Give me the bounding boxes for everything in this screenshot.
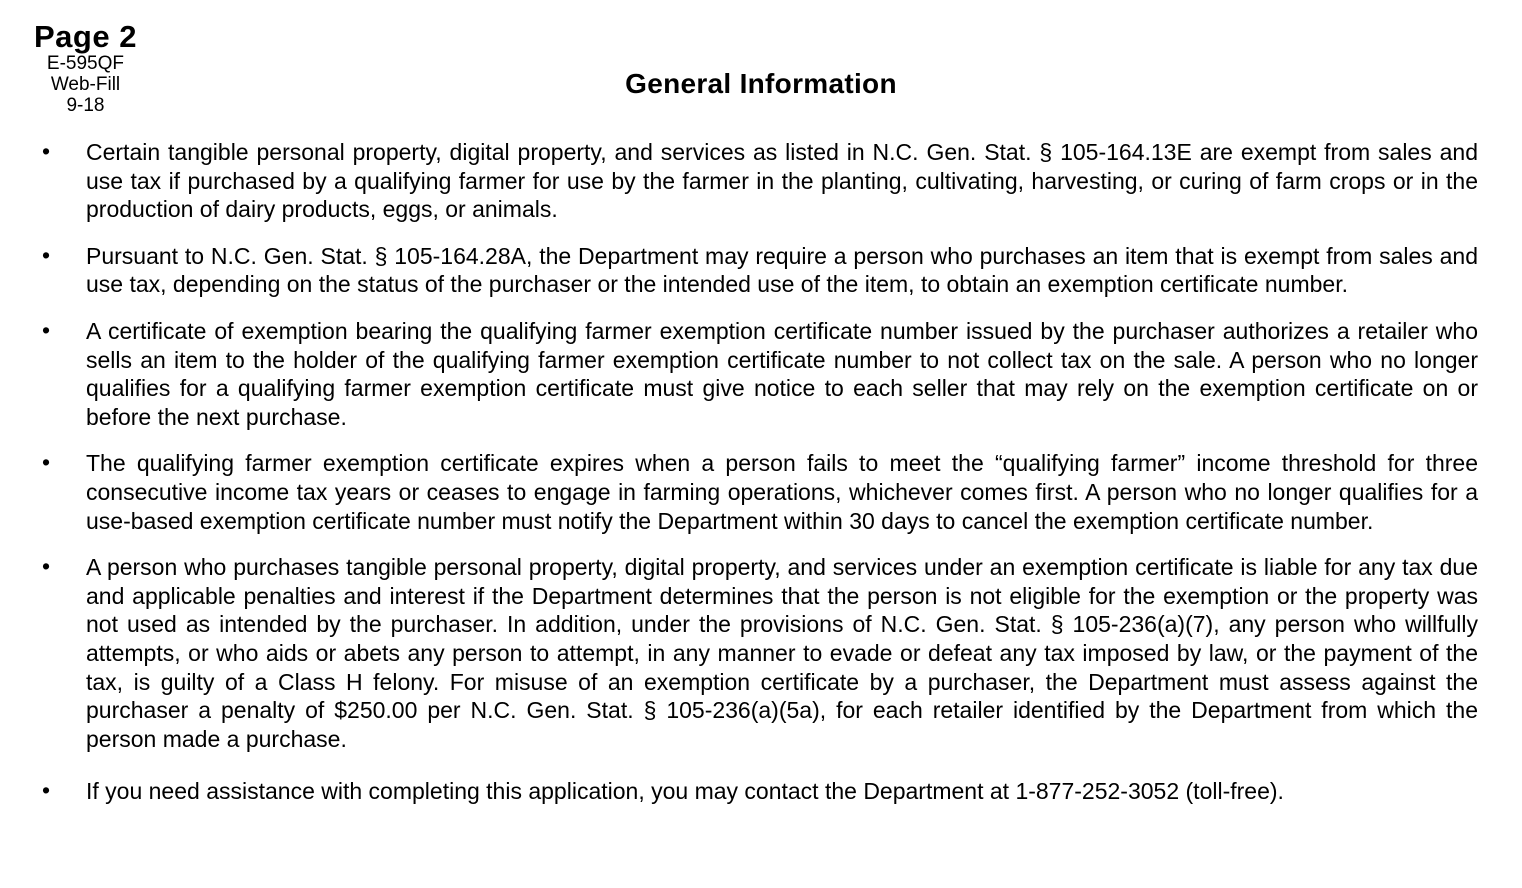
page-title: General Information (625, 68, 897, 99)
list-item-text: Certain tangible personal property, digital property, and services as listed in N.C. Gen. Stat. § 105-164.13E are exempt from sales and use tax if purchased by a qualifying farmer for use by the farmer in the planting, cultivating, harvesting, or curing of farm crops or in the production of dairy products, eggs, or animals. (86, 139, 1478, 223)
list-item (40, 138, 1478, 224)
form-id: E-595QF (46, 53, 125, 75)
bullet-icon: • (42, 449, 51, 476)
list-item-text: Pursuant to N.C. Gen. Stat. § 105-164.28A, the Department may require a person who purchases an item that is exempt from sales and use tax, depending on the status of the purchaser or the intended use of the item, to obtain an exemption certificate number. (86, 242, 1478, 298)
list-item (40, 777, 1478, 806)
list-item-text: A certificate of exemption bearing the qualifying farmer exemption certificate number issued by the purchaser authorizes a retailer who sells an item to the holder of the qualifying farmer exemption certificate number to not collect tax on the sale. A person who no longer qualifies for a qualifying farmer exemption certificate must give notice to each seller that may rely on the exemption certificate on or before the next purchase. (86, 317, 1478, 430)
list-item (40, 553, 1478, 753)
list-item (40, 242, 1478, 299)
bullet-icon: • (42, 777, 51, 804)
list-item-text: The qualifying farmer exemption certificate expires when a person fails to meet the “qualifying farmer” income threshold for three consecutive income tax years or ceases to engage in farming operations, whichever comes first. A person who no longer qualifies for a use-based exemption certificate number must notify the Department within 30 days to cancel the exemption certificate number. (86, 450, 1478, 534)
bullet-icon: • (42, 316, 51, 343)
page-number-label: Page 2 (34, 19, 137, 54)
list-item-text: If you need assistance with completing this application, you may contact the Department at 1-877-252-3052 (toll-free). (86, 778, 1284, 805)
general-information-list (40, 138, 1478, 824)
list-item-text: A person who purchases tangible personal property, digital property, and services under an exemption certificate is liable for any tax due and applicable penalties and interest if the Department determines that the person is not eligible for the exemption or the property was not used as intended by the purchaser. In addition, under the provisions of N.C. Gen. Stat. § 105-236(a)(7), any person who willfully attempts, or who aids or abets any person to attempt, in any manner to evade or defeat any tax imposed by law, or the payment of the tax, is guilty of a Class H felony. For misuse of an exemption certificate by a purchaser, the Department must assess against the purchaser a penalty of $250.00 per N.C. Gen. Stat. § 105-236(a)(5a), for each retailer identified by the Department from which the person made a purchase. (86, 554, 1478, 752)
list-item (40, 317, 1478, 431)
bullet-icon: • (42, 553, 51, 580)
list-item (40, 449, 1478, 535)
form-fill-type: Web-Fill (50, 73, 121, 95)
form-version: 9-18 (66, 94, 105, 116)
bullet-icon: • (42, 241, 51, 268)
bullet-icon: • (42, 138, 51, 164)
